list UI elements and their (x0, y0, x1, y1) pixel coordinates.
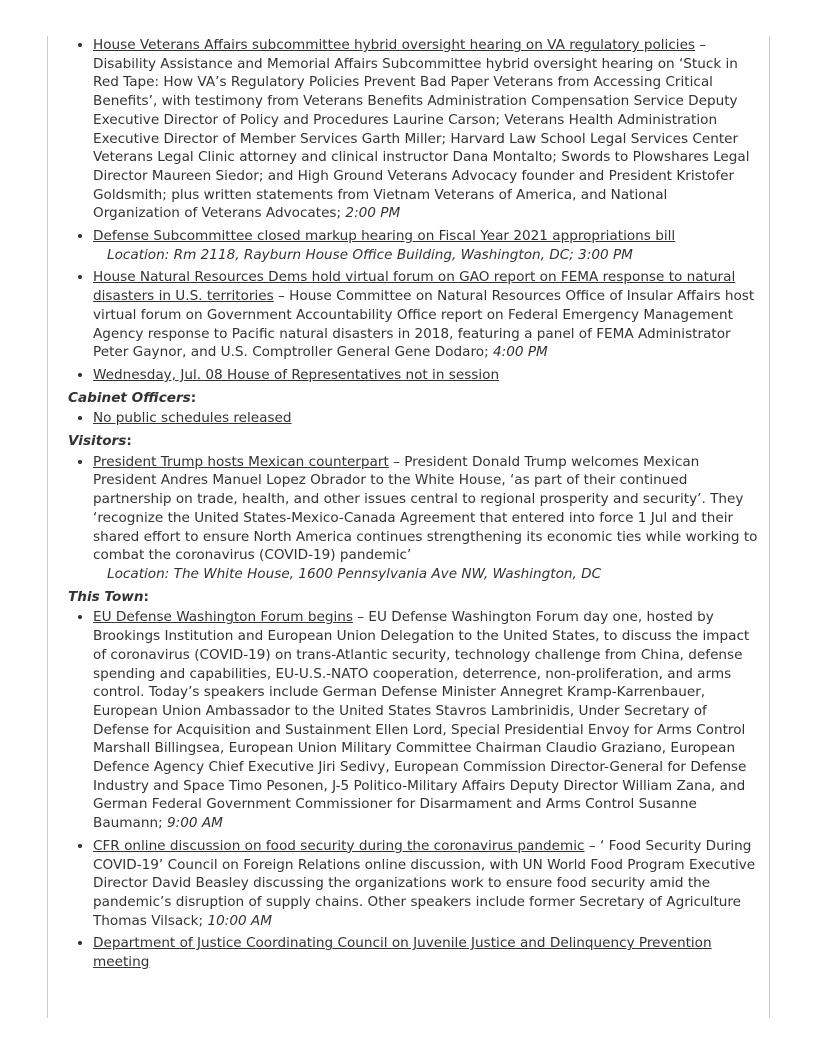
section-heading: Cabinet Officers: (68, 389, 197, 406)
section-heading: This Town: (68, 588, 149, 605)
event-description: – ‘ Food Security During COVID-19’ Council on Foreign Relations online discussion, with UN World Food Program Executive Director David Beasley discussing the organizations work to ensure food security amid the pandemic’s disruption of supply chains. Other speakers include former Secretary of Agriculture Thomas Vilsack; (93, 837, 756, 929)
event-list (68, 608, 758, 971)
event-link[interactable]: No public schedules released (93, 410, 292, 427)
event-link[interactable]: House Veterans Affairs subcommittee hybrid oversight hearing on VA regulatory policies (93, 37, 696, 53)
event-link[interactable]: EU Defense Washington Forum begins (93, 609, 353, 626)
event-description: – President Donald Trump welcomes Mexican President Andres Manuel Lopez Obrador to the White House, ‘as part of their continued partnership on trade, health, and other issues central to regional prosperity and security’. They ‘recognize the United States-Mexico-Canada Agreement that entered into force 1 Jul and their shared effort to ensure North America continues strengthening its economic ties while working to combat the coronavirus (COVID-19) pandemic’ (93, 453, 758, 564)
event-item (93, 409, 758, 428)
event-description: – EU Defense Washington Forum day one, hosted by Brookings Institution and European Union Delegation to the United States, to discuss the impact of coronavirus (COVID-19) on trans-Atlantic security, technology challenge from China, defense spending and capabilities, EU-U.S.-NATO cooperation, deterrence, non-proliferation, and arms control. Today’s speakers include German Defense Minister Annegret Kramp-Karrenbauer, European Union Ambassador to the United States Stavros Lambrinidis, Under Secretary of Defense for Acquisition and Sustainment Ellen Lord, Special Presidential Envoy for Arms Control Marshall Billingsea, European Union Military Committee Chairman Claudio Graziano, European Defence Agency Chief Executive Jiri Sedivy, European Commission Director-General for Defense Industry and Space Timo Pesonen, J-5 Politico-Military Affairs Deputy Director William Zana, and German Federal Government Commissioner for Disarmament and Arms Control Susanne Baumann; (93, 609, 750, 832)
section-heading-text: Cabinet Officers (68, 389, 191, 406)
schedule-content (68, 36, 758, 976)
event-link[interactable]: CFR online discussion on food security during the coronavirus pandemic (93, 837, 585, 854)
event-time: 10:00 AM (207, 912, 272, 929)
event-list (68, 453, 758, 584)
event-location: Location: The White House, 1600 Pennsylvania Ave NW, Washington, DC (107, 565, 602, 582)
event-item (93, 837, 758, 931)
event-description: – House Committee on Natural Resources Office of Insular Affairs host virtual forum on Government Accountability Office report on Federal Emergency Management Agency response to Pacific natural disasters in 2018, featuring a panel of FEMA Administrator Peter Gaynor, and U.S. Comptroller General Gene Dodaro; (93, 288, 755, 361)
section-heading-text: This Town (68, 588, 144, 605)
event-item (93, 453, 758, 584)
event-link[interactable]: Defense Subcommittee closed markup hearing on Fiscal Year 2021 appropriations bill (93, 228, 676, 245)
event-link[interactable]: House Natural Resources Dems hold virtual forum on GAO report on FEMA response to natural disasters in U.S. territories (93, 269, 736, 305)
section-heading: Visitors: (68, 433, 132, 450)
event-list (68, 36, 758, 385)
event-list (68, 409, 758, 428)
event-item (93, 227, 758, 264)
event-item (93, 608, 758, 832)
event-time: 4:00 PM (492, 344, 548, 361)
event-item (93, 36, 758, 223)
event-link[interactable]: Wednesday, Jul. 08 House of Representatives not in session (93, 366, 500, 383)
event-description: – Disability Assistance and Memorial Affairs Subcommittee hybrid oversight hearing on ‘Stuck in Red Tape: How VA’s Regulatory Policies Prevent Bad Paper Veterans from Accessing Critical Benefits’, with testimony from Veterans Benefits Administration Compensation Service Deputy Executive Director of Policy and Procedures Laurine Carson; Veterans Health Administration Executive Director of Member Services Garth Miller; Harvard Law School Legal Services Center Veterans Legal Clinic attorney and clinical instructor Dana Montalto; Swords to Plowshares Legal Director Maureen Siedor; and High Ground Veterans Advocacy founder and President Kristofer Goldsmith; plus written statements from Vietnam Veterans of America, and National Organization of Veterans Advocates; (93, 37, 750, 222)
event-item (93, 366, 758, 385)
event-time: 2:00 PM (345, 205, 401, 222)
event-item (93, 934, 758, 971)
section-heading-text: Visitors (68, 433, 127, 450)
event-time: 9:00 AM (166, 815, 223, 832)
event-location: Location: Rm 2118, Rayburn House Office Building, Washington, DC; 3:00 PM (107, 246, 633, 263)
event-item (93, 268, 758, 362)
event-link[interactable]: Department of Justice Coordinating Council on Juvenile Justice and Delinquency Prevention meeting (93, 935, 712, 971)
event-link[interactable]: President Trump hosts Mexican counterpart (93, 453, 389, 470)
